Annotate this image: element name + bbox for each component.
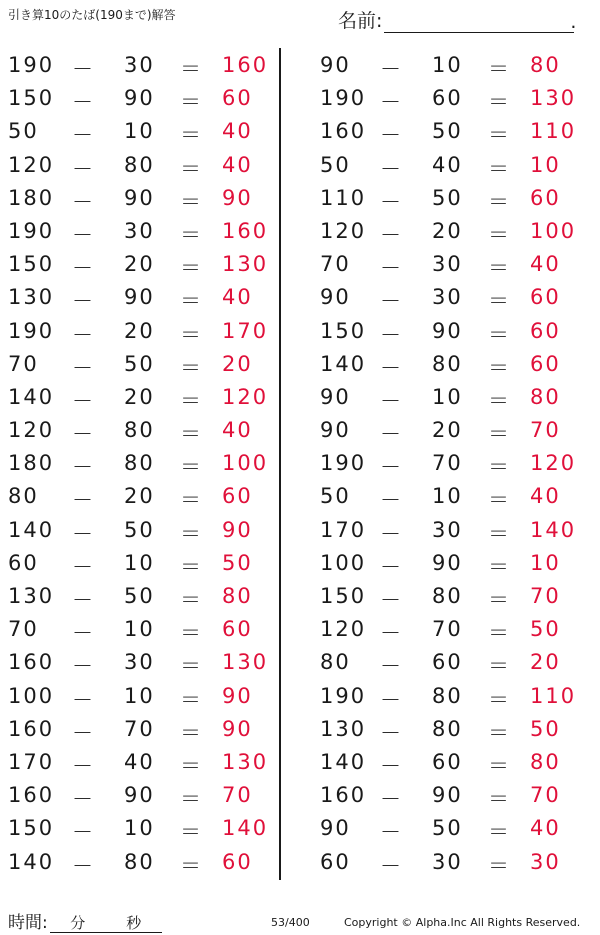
equals-sign: ＝ (488, 654, 511, 679)
minus-sign: － (72, 222, 95, 247)
minuend: 150 (8, 816, 55, 841)
answer: 130 (530, 86, 577, 111)
subtrahend: 90 (432, 318, 463, 343)
minuend: 160 (320, 119, 367, 144)
minus-sign: － (380, 57, 403, 81)
answer: 90 (222, 716, 253, 741)
minuend: 120 (8, 152, 55, 177)
subtrahend: 10 (124, 550, 155, 575)
answer: 140 (222, 816, 269, 841)
equals-sign: ＝ (180, 422, 203, 447)
time-input-line[interactable] (50, 912, 162, 933)
subtrahend: 30 (124, 53, 155, 77)
worksheet-title: 引き算10のたば(190まで)解答 (8, 8, 176, 22)
subtrahend: 30 (432, 517, 463, 542)
minus-sign: － (380, 654, 403, 679)
minus-sign: － (380, 720, 403, 745)
minus-sign: － (380, 322, 403, 347)
minuend: 80 (8, 484, 39, 509)
minus-sign: － (380, 222, 403, 247)
minus-sign: － (380, 422, 403, 447)
minus-sign: － (380, 189, 403, 214)
equals-sign: ＝ (488, 753, 511, 778)
answer: 60 (530, 351, 561, 376)
minus-sign: － (72, 90, 95, 115)
minuend: 90 (320, 285, 351, 310)
minuend: 120 (320, 218, 367, 243)
subtrahend: 20 (124, 318, 155, 343)
subtrahend: 80 (432, 716, 463, 741)
equals-sign: ＝ (488, 720, 511, 745)
answer: 120 (530, 451, 577, 476)
equals-sign: ＝ (488, 521, 511, 546)
subtrahend: 60 (432, 650, 463, 675)
answer: 160 (222, 53, 269, 77)
answer: 60 (530, 185, 561, 210)
minus-sign: － (380, 753, 403, 778)
minuend: 190 (320, 451, 367, 476)
answer: 70 (530, 418, 561, 443)
minuend: 60 (320, 849, 351, 874)
minus-sign: － (380, 90, 403, 115)
answer: 140 (530, 517, 577, 542)
subtrahend: 20 (432, 218, 463, 243)
minus-sign: － (72, 455, 95, 480)
minuend: 160 (8, 783, 55, 808)
subtrahend: 90 (432, 783, 463, 808)
equals-sign: ＝ (180, 787, 203, 812)
subtrahend: 90 (124, 285, 155, 310)
subtrahend: 50 (432, 119, 463, 144)
minuend: 190 (320, 683, 367, 708)
subtrahend: 20 (124, 484, 155, 509)
minus-sign: － (380, 787, 403, 812)
minus-sign: － (72, 488, 95, 513)
minuend: 160 (8, 716, 55, 741)
column-divider (279, 48, 281, 880)
answer: 160 (222, 218, 269, 243)
equals-sign: ＝ (488, 57, 511, 81)
answer: 40 (222, 152, 253, 177)
subtrahend: 50 (124, 351, 155, 376)
minuend: 150 (8, 86, 55, 111)
answer: 70 (530, 584, 561, 608)
minuend: 170 (320, 517, 367, 542)
equals-sign: ＝ (180, 521, 203, 546)
minus-sign: － (72, 57, 95, 81)
subtrahend: 80 (432, 351, 463, 376)
minuend: 140 (8, 384, 55, 409)
equals-sign: ＝ (488, 289, 511, 314)
answer: 110 (530, 119, 577, 144)
answer: 100 (222, 451, 269, 476)
seconds-label: 秒 (126, 914, 142, 932)
equals-sign: ＝ (180, 90, 203, 115)
answer: 50 (530, 716, 561, 741)
subtrahend: 50 (432, 185, 463, 210)
minus-sign: － (380, 521, 403, 546)
minus-sign: － (72, 388, 95, 413)
minutes-label: 分 (70, 914, 86, 932)
equals-sign: ＝ (180, 355, 203, 380)
minuend: 160 (8, 650, 55, 675)
minuend: 50 (8, 119, 39, 144)
equals-sign: ＝ (488, 588, 511, 612)
minuend: 50 (320, 152, 351, 177)
minus-sign: － (72, 753, 95, 778)
minus-sign: － (380, 588, 403, 612)
subtrahend: 20 (124, 252, 155, 277)
answer: 40 (530, 252, 561, 277)
subtrahend: 10 (124, 816, 155, 841)
minuend: 190 (8, 318, 55, 343)
name-field (338, 6, 576, 33)
minuend: 130 (8, 285, 55, 310)
minus-sign: － (72, 720, 95, 745)
equals-sign: ＝ (180, 654, 203, 679)
minuend: 90 (320, 816, 351, 841)
minuend: 140 (320, 351, 367, 376)
subtrahend: 10 (432, 484, 463, 509)
answer: 70 (222, 783, 253, 808)
minuend: 50 (320, 484, 351, 509)
subtrahend: 10 (124, 683, 155, 708)
equals-sign: ＝ (180, 455, 203, 480)
answer: 110 (530, 683, 577, 708)
minus-sign: － (72, 256, 95, 281)
name-label: 名前: (338, 10, 383, 32)
answer: 20 (530, 650, 561, 675)
equals-sign: ＝ (180, 156, 203, 181)
answer: 60 (530, 318, 561, 343)
subtrahend: 10 (124, 617, 155, 642)
minus-sign: － (380, 355, 403, 380)
subtrahend: 40 (124, 749, 155, 774)
minus-sign: － (380, 156, 403, 181)
subtrahend: 30 (432, 849, 463, 874)
subtrahend: 80 (124, 849, 155, 874)
equals-sign: ＝ (180, 687, 203, 712)
subtrahend: 50 (124, 517, 155, 542)
equals-sign: ＝ (488, 156, 511, 181)
minuend: 160 (320, 783, 367, 808)
answer: 40 (222, 418, 253, 443)
minuend: 150 (320, 318, 367, 343)
equals-sign: ＝ (488, 687, 511, 712)
equals-sign: ＝ (180, 554, 203, 579)
minus-sign: － (72, 820, 95, 845)
answer: 80 (530, 749, 561, 774)
equals-sign: ＝ (488, 422, 511, 447)
equals-sign: ＝ (180, 388, 203, 413)
equals-sign: ＝ (488, 256, 511, 281)
answer: 80 (222, 584, 253, 608)
equals-sign: ＝ (488, 455, 511, 480)
equals-sign: ＝ (180, 621, 203, 646)
subtrahend: 30 (124, 650, 155, 675)
minuend: 70 (8, 351, 39, 376)
answer: 70 (530, 783, 561, 808)
equals-sign: ＝ (488, 123, 511, 148)
answer: 60 (222, 849, 253, 874)
equals-sign: ＝ (180, 322, 203, 347)
minus-sign: － (72, 123, 95, 148)
time-field (8, 908, 162, 933)
minus-sign: － (380, 256, 403, 281)
equals-sign: ＝ (180, 820, 203, 845)
minuend: 90 (320, 418, 351, 443)
subtrahend: 20 (124, 384, 155, 409)
answer: 170 (222, 318, 269, 343)
answer: 60 (222, 484, 253, 509)
minus-sign: － (72, 189, 95, 214)
subtrahend: 60 (432, 749, 463, 774)
minuend: 90 (320, 53, 351, 77)
minuend: 70 (8, 617, 39, 642)
minuend: 140 (320, 749, 367, 774)
subtrahend: 30 (124, 218, 155, 243)
minus-sign: － (72, 289, 95, 314)
answer: 50 (530, 617, 561, 642)
equals-sign: ＝ (180, 588, 203, 612)
subtrahend: 10 (124, 119, 155, 144)
subtrahend: 80 (124, 451, 155, 476)
equals-sign: ＝ (180, 57, 203, 81)
equals-sign: ＝ (488, 90, 511, 115)
minuend: 180 (8, 185, 55, 210)
minuend: 150 (8, 252, 55, 277)
name-end-dot: . (570, 11, 577, 33)
answer: 60 (222, 86, 253, 111)
minus-sign: － (72, 156, 95, 181)
subtrahend: 30 (432, 285, 463, 310)
minuend: 100 (320, 550, 367, 575)
answer: 80 (530, 53, 561, 77)
answer: 90 (222, 683, 253, 708)
equals-sign: ＝ (488, 787, 511, 812)
minuend: 140 (8, 517, 55, 542)
minus-sign: － (380, 554, 403, 579)
equals-sign: ＝ (488, 820, 511, 845)
answer: 130 (222, 749, 269, 774)
subtrahend: 70 (432, 617, 463, 642)
minuend: 140 (8, 849, 55, 874)
equals-sign: ＝ (180, 256, 203, 281)
equals-sign: ＝ (488, 355, 511, 380)
minus-sign: － (72, 853, 95, 878)
subtrahend: 90 (124, 86, 155, 111)
answer: 40 (222, 285, 253, 310)
answer: 100 (530, 218, 577, 243)
equals-sign: ＝ (488, 853, 511, 878)
answer: 90 (222, 185, 253, 210)
minuend: 190 (8, 53, 55, 77)
subtrahend: 90 (124, 783, 155, 808)
minuend: 90 (320, 384, 351, 409)
equals-sign: ＝ (180, 189, 203, 214)
minuend: 130 (8, 584, 55, 608)
equals-sign: ＝ (180, 853, 203, 878)
minus-sign: － (72, 588, 95, 612)
minus-sign: － (380, 455, 403, 480)
equals-sign: ＝ (488, 621, 511, 646)
answer: 60 (222, 617, 253, 642)
equals-sign: ＝ (488, 488, 511, 513)
answer: 10 (530, 550, 561, 575)
minuend: 170 (8, 749, 55, 774)
minuend: 120 (8, 418, 55, 443)
subtrahend: 80 (124, 418, 155, 443)
equals-sign: ＝ (180, 720, 203, 745)
subtrahend: 90 (432, 550, 463, 575)
minuend: 150 (320, 584, 367, 608)
answer: 30 (530, 849, 561, 874)
answer: 120 (222, 384, 269, 409)
subtrahend: 80 (432, 683, 463, 708)
page-number: 53/400 (271, 916, 310, 929)
equals-sign: ＝ (488, 322, 511, 347)
minuend: 190 (320, 86, 367, 111)
answer: 40 (222, 119, 253, 144)
minus-sign: － (380, 820, 403, 845)
subtrahend: 40 (432, 152, 463, 177)
minuend: 190 (8, 218, 55, 243)
minuend: 80 (320, 650, 351, 675)
copyright-notice: Copyright © Alpha.Inc All Rights Reserved. (344, 916, 581, 929)
answer: 20 (222, 351, 253, 376)
minus-sign: － (72, 422, 95, 447)
minus-sign: － (380, 488, 403, 513)
equals-sign: ＝ (488, 222, 511, 247)
equals-sign: ＝ (488, 189, 511, 214)
minuend: 130 (320, 716, 367, 741)
minus-sign: － (72, 687, 95, 712)
answer: 130 (222, 252, 269, 277)
equals-sign: ＝ (180, 753, 203, 778)
minus-sign: － (72, 787, 95, 812)
minus-sign: － (380, 289, 403, 314)
equals-sign: ＝ (180, 289, 203, 314)
minus-sign: － (380, 687, 403, 712)
minuend: 60 (8, 550, 39, 575)
answer: 80 (530, 384, 561, 409)
answer: 40 (530, 484, 561, 509)
minuend: 100 (8, 683, 55, 708)
subtrahend: 80 (124, 152, 155, 177)
equals-sign: ＝ (488, 388, 511, 413)
answer: 90 (222, 517, 253, 542)
time-label: 時間: (8, 913, 48, 933)
minus-sign: － (380, 388, 403, 413)
minuend: 110 (320, 185, 367, 210)
minus-sign: － (72, 355, 95, 380)
minus-sign: － (380, 621, 403, 646)
equals-sign: ＝ (488, 554, 511, 579)
answer: 60 (530, 285, 561, 310)
minus-sign: － (72, 521, 95, 546)
subtrahend: 80 (432, 584, 463, 608)
answer: 130 (222, 650, 269, 675)
answer: 40 (530, 816, 561, 841)
subtrahend: 70 (432, 451, 463, 476)
minus-sign: － (72, 621, 95, 646)
subtrahend: 70 (124, 716, 155, 741)
subtrahend: 30 (432, 252, 463, 277)
answer: 50 (222, 550, 253, 575)
answer: 10 (530, 152, 561, 177)
minus-sign: － (72, 554, 95, 579)
minuend: 70 (320, 252, 351, 277)
subtrahend: 50 (432, 816, 463, 841)
minus-sign: － (380, 123, 403, 148)
equals-sign: ＝ (180, 123, 203, 148)
minus-sign: － (72, 654, 95, 679)
minus-sign: － (380, 853, 403, 878)
minuend: 120 (320, 617, 367, 642)
minus-sign: － (72, 322, 95, 347)
subtrahend: 60 (432, 86, 463, 111)
subtrahend: 10 (432, 384, 463, 409)
subtrahend: 90 (124, 185, 155, 210)
equals-sign: ＝ (180, 222, 203, 247)
subtrahend: 10 (432, 53, 463, 77)
equals-sign: ＝ (180, 488, 203, 513)
subtrahend: 20 (432, 418, 463, 443)
minuend: 180 (8, 451, 55, 476)
subtrahend: 50 (124, 584, 155, 608)
name-input-line[interactable] (384, 11, 577, 33)
